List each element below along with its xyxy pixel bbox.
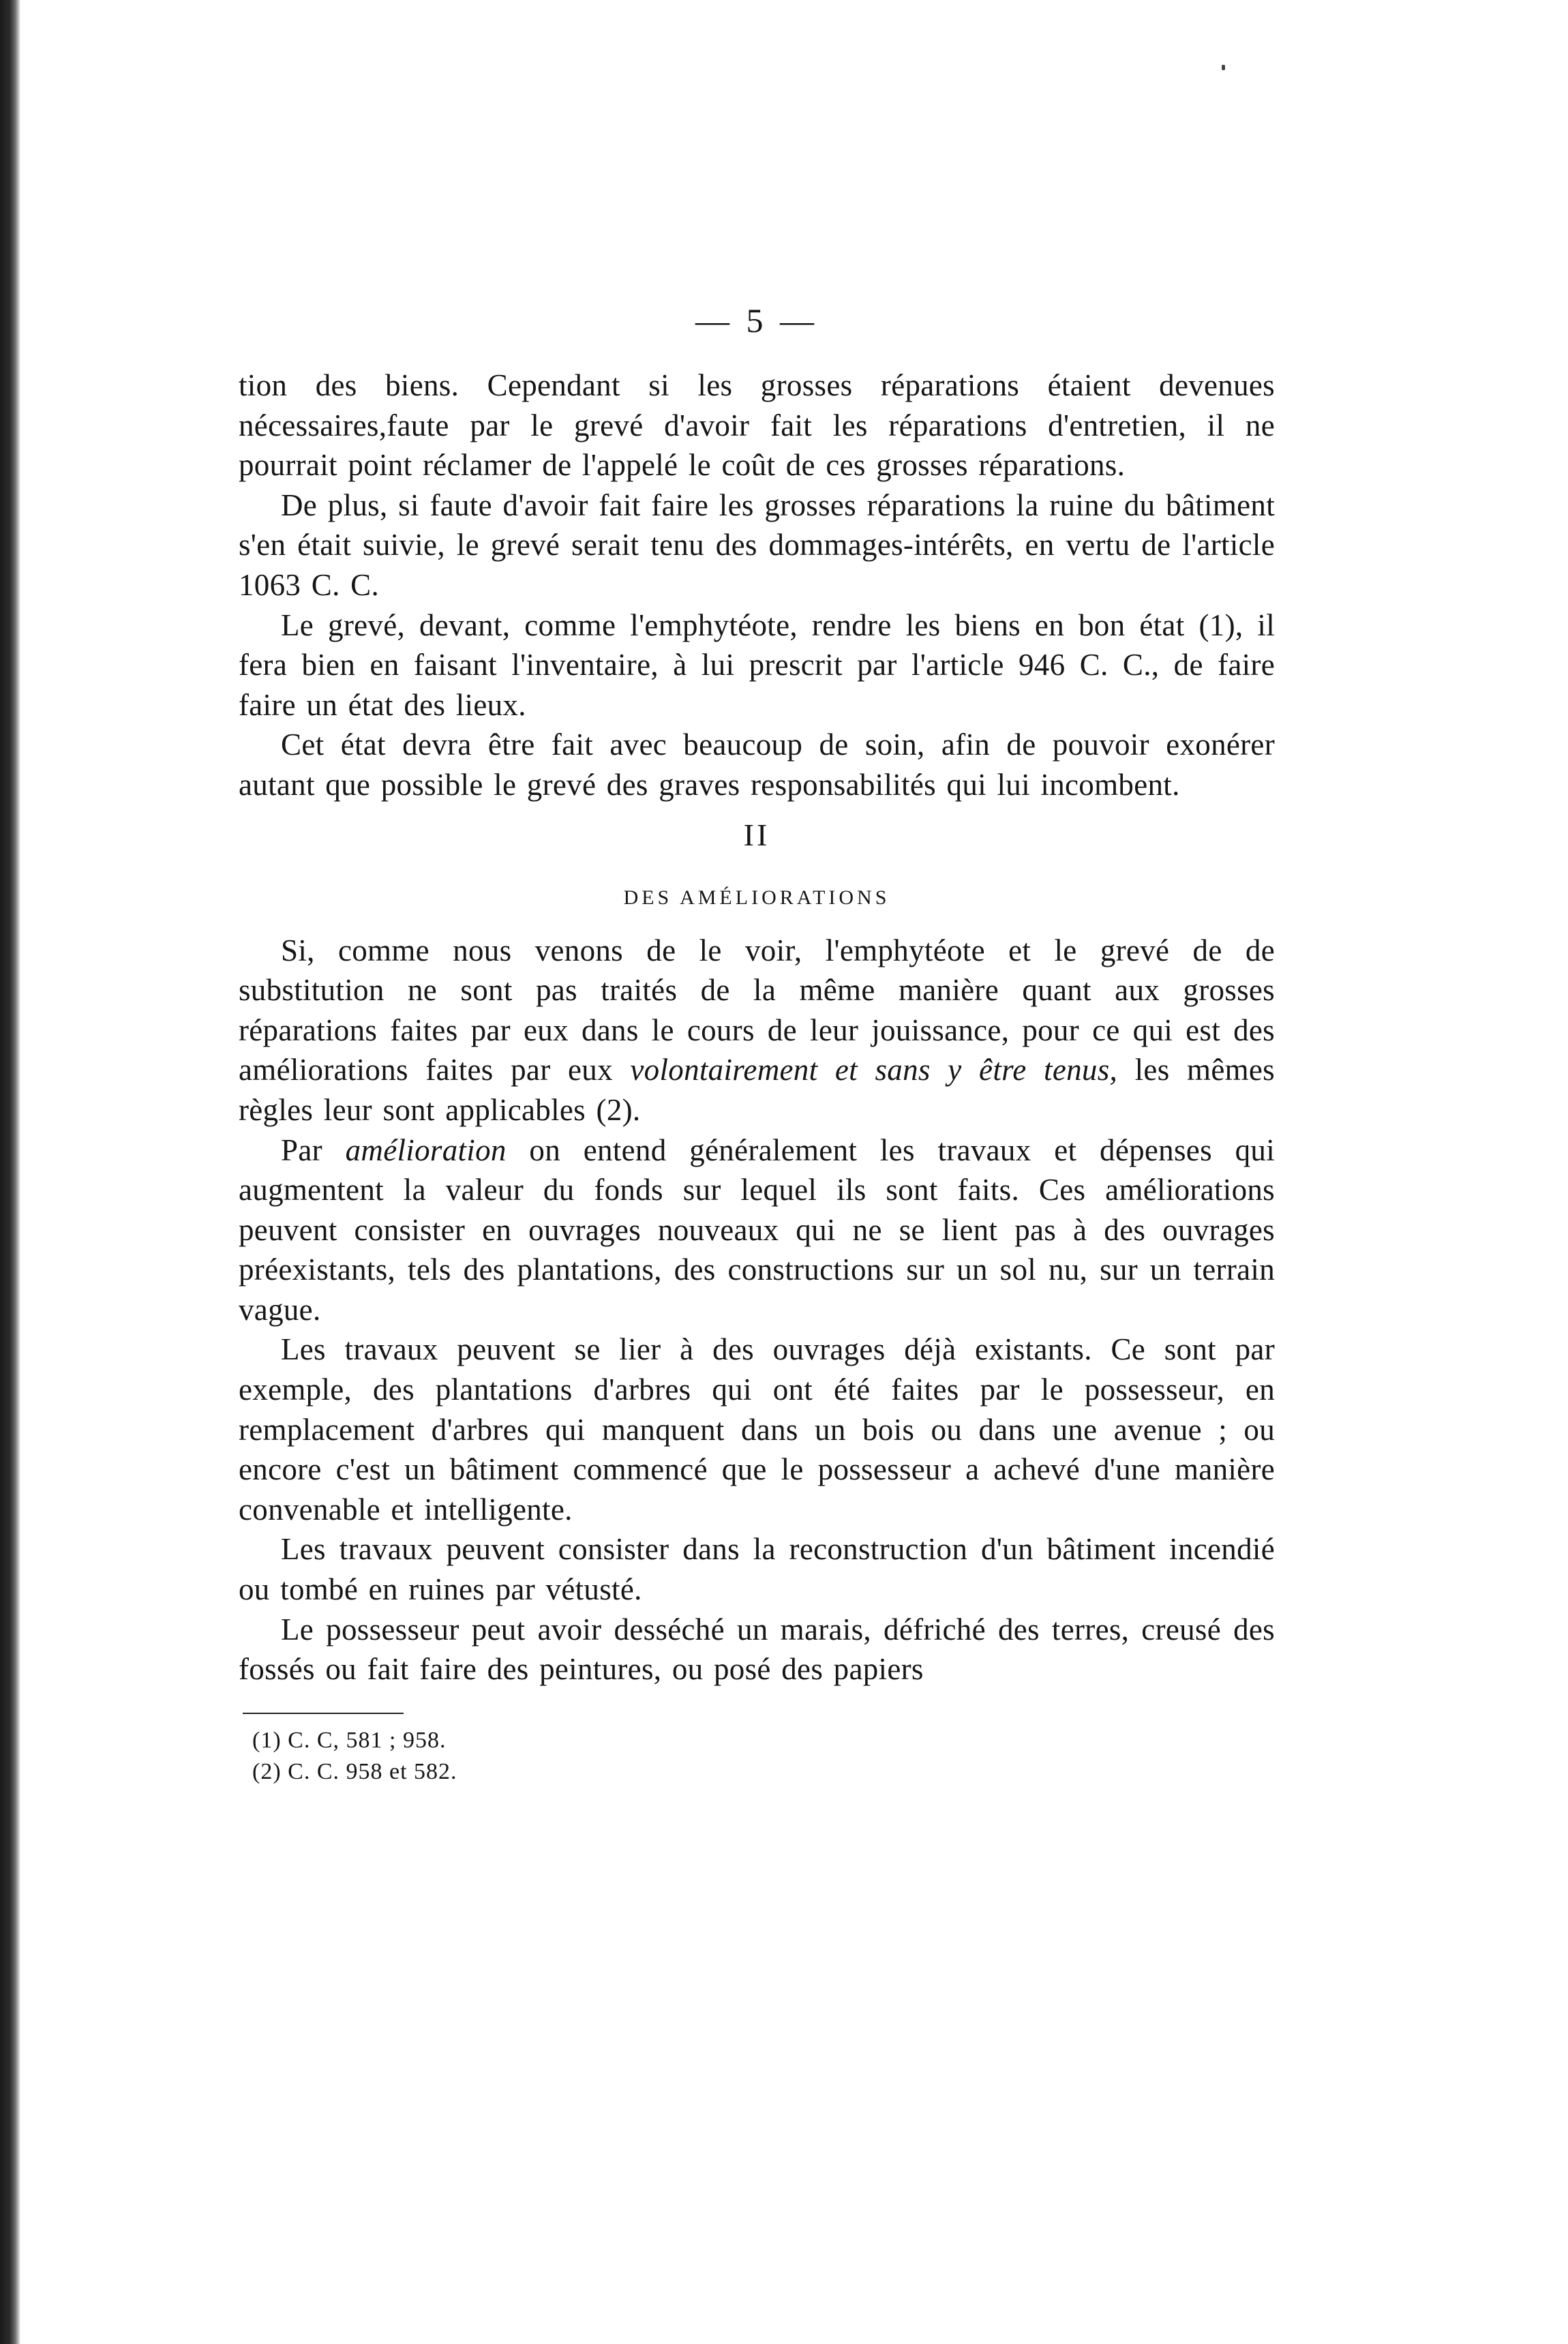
paragraph: Cet état devra être fait avec beaucoup de soin, afin de pouvoir exonérer autant que possible le grevé des graves responsabilités qui lui incombent. xyxy=(239,727,1275,802)
paragraph: Les travaux peuvent se lier à des ouvrages déjà existants. Ce sont par exemple, des plantations d'arbres qui ont été faites par le possesseur, en remplacement d'arbres qui manquent dans un bois ou dans une avenue ; ou encore c'est un bâtiment commencé que le possesseur a achevé d'une manière convenable et intelligente. xyxy=(239,1332,1275,1527)
footnotes xyxy=(252,1725,1275,1788)
paragraph-text: Si, comme nous venons de le voir, l'emphytéote et le grevé de de substitution ne sont pas traités de la même manière quant aux grosses réparations faites par eux dans le cours de leur jouissance, pour ce qui est des améliorations faites par eux xyxy=(239,933,1275,1087)
paragraph-text: les mêmes règles leur sont applicables (2). xyxy=(239,1053,1275,1127)
italic-term: amélioration xyxy=(345,1132,507,1167)
binding-edge xyxy=(0,0,20,2344)
footnote: (1) C. C, 581 ; 958. xyxy=(252,1727,447,1753)
paragraph: De plus, si faute d'avoir fait faire les grosses réparations la ruine du bâtiment s'en était suivie, le grevé serait tenu des dommages-intérêts, en vertu de l'article 1063 C. C. xyxy=(239,487,1275,602)
ink-speck xyxy=(1222,65,1225,70)
footnote: (2) C. C. 958 et 582. xyxy=(252,1758,457,1784)
paragraph-text: Par xyxy=(281,1132,346,1167)
paragraph-text: on entend généralement les travaux et dépenses qui augmentent la valeur du fonds sur lequel ils sont faits. Ces améliorations peuvent consister en ouvrages nouveaux qui ne se lient pas à des ouvrages préexistants, tels des plantations, des constructions sur un sol nu, sur un terrain vague. xyxy=(239,1132,1276,1327)
paragraph: Les travaux peuvent consister dans la reconstruction d'un bâtiment incendié ou tombé en ruines par vétusté. xyxy=(239,1532,1275,1607)
section-number: II xyxy=(743,817,770,852)
section-title: DES AMÉLIORATIONS xyxy=(623,886,890,909)
footnote-rule xyxy=(243,1713,404,1714)
body-text xyxy=(239,365,1275,1788)
paragraph-continuation: tion des biens. Cependant si les grosses réparations étaient devenues nécessaires,faute par le grevé d'avoir fait les réparations d'entretien, il ne pourrait point réclamer de l'appelé le coût de ces grosses réparations. xyxy=(239,368,1275,483)
page-number: — 5 — xyxy=(695,301,818,340)
paragraph xyxy=(239,1130,1275,1330)
paragraph: Le grevé, devant, comme l'emphytéote, rendre les biens en bon état (1), il fera bien en faisant l'inventaire, à lui prescrit par l'article 946 C. C., de faire faire un état des lieux. xyxy=(239,607,1275,722)
paragraph xyxy=(239,931,1275,1130)
italic-phrase: volontairement et sans y être tenus, xyxy=(630,1053,1118,1087)
paragraph: Le possesseur peut avoir desséché un marais, défriché des terres, creusé des fossés ou fait faire des peintures, ou posé des papiers xyxy=(239,1612,1275,1687)
